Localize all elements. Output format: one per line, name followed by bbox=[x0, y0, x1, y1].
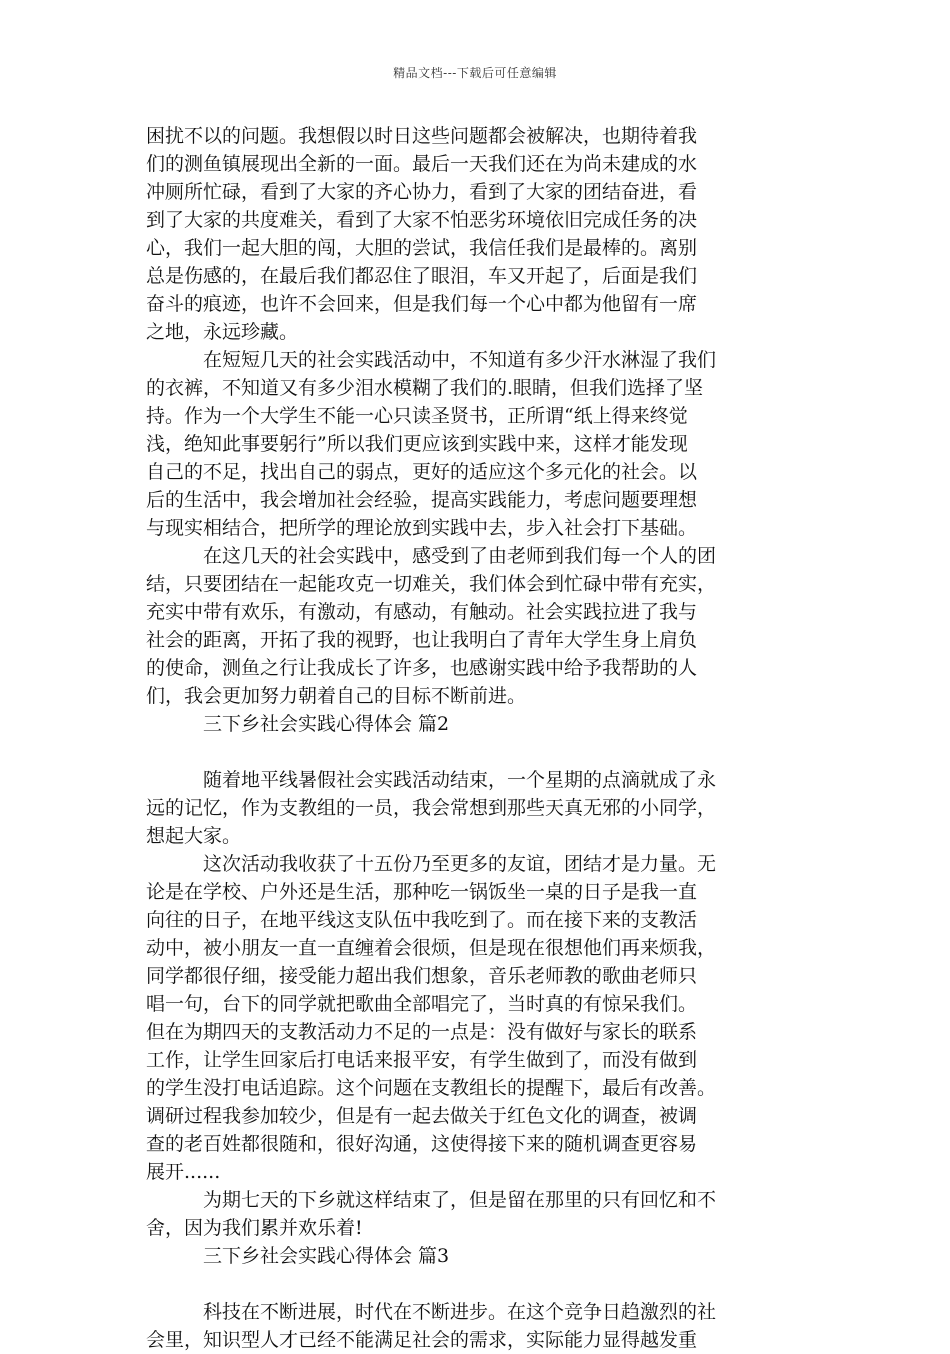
text-line: 社会的距离，开拓了我的视野，也让我明白了青年大学生身上肩负 bbox=[146, 629, 698, 651]
text-line: 向往的日子，在地平线这支队伍中我吃到了。而在接下来的支教活 bbox=[146, 909, 698, 931]
text-line: 展开...... bbox=[146, 1161, 221, 1183]
text-line: 舍，因为我们累并欢乐着! bbox=[146, 1217, 363, 1239]
text-line: 这次活动我收获了十五份乃至更多的友谊，团结才是力量。无 bbox=[203, 853, 717, 875]
text-line: 调研过程我参加较少，但是有一起去做关于红色文化的调查，被调 bbox=[146, 1105, 698, 1127]
text-line: 但在为期四天的支教活动力不足的一点是：没有做好与家长的联系 bbox=[146, 1021, 698, 1043]
text-line: 浅，绝知此事要躬行”所以我们更应该到实践中来，这样才能发现 bbox=[146, 433, 688, 455]
text-line: 远的记忆，作为支教组的一员，我会常想到那些天真无邪的小同学， bbox=[146, 797, 717, 819]
page-header: 精品文档---下载后可任意编辑 bbox=[393, 66, 557, 80]
text-line: 动中，被小朋友一直一直缠着会很烦，但是现在很想他们再来烦我， bbox=[146, 937, 717, 959]
text-line: 自己的不足，找出自己的弱点，更好的适应这个多元化的社会。以 bbox=[146, 461, 698, 483]
text-line: 结，只要团结在一起能攻克一切难关，我们体会到忙碌中带有充实， bbox=[146, 573, 717, 595]
text-line: 持。作为一个大学生不能一心只读圣贤书，正所谓“纸上得来终觉 bbox=[146, 405, 688, 427]
text-line: 奋斗的痕迹，也许不会回来，但是我们每一个心中都为他留有一席 bbox=[146, 293, 698, 315]
text-line: 科技在不断进展，时代在不断进步。在这个竞争日趋激烈的社 bbox=[203, 1301, 717, 1323]
blank-line bbox=[146, 738, 808, 766]
document-body bbox=[146, 122, 808, 1354]
text-line: 唱一句，台下的同学就把歌曲全部唱完了，当时真的有惊呆我们。 bbox=[146, 993, 698, 1015]
text-line: 充实中带有欢乐，有激动，有感动，有触动。社会实践拉进了我与 bbox=[146, 601, 698, 623]
section-heading: 三下乡社会实践心得体会 篇3 bbox=[203, 1245, 450, 1267]
text-line: 在短短几天的社会实践活动中，不知道有多少汗水淋湿了我们 bbox=[203, 349, 717, 371]
text-line: 查的老百姓都很随和，很好沟通，这使得接下来的随机调查更容易 bbox=[146, 1133, 698, 1155]
text-line: 会里，知识型人才已经不能满足社会的需求，实际能力显得越发重 bbox=[146, 1329, 698, 1351]
text-line: 工作，让学生回家后打电话来报平安，有学生做到了，而没有做到 bbox=[146, 1049, 698, 1071]
text-line: 困扰不以的问题。我想假以时日这些问题都会被解决，也期待着我 bbox=[146, 125, 698, 147]
text-line: 想起大家。 bbox=[146, 825, 242, 847]
section-heading: 三下乡社会实践心得体会 篇2 bbox=[203, 713, 450, 735]
text-line: 在这几天的社会实践中，感受到了由老师到我们每一个人的团 bbox=[203, 545, 717, 567]
blank-line bbox=[146, 1270, 808, 1298]
text-line: 与现实相结合，把所学的理论放到实践中去，步入社会打下基础。 bbox=[146, 517, 698, 539]
text-line: 后的生活中，我会增加社会经验，提高实践能力，考虑问题要理想 bbox=[146, 489, 698, 511]
text-line: 们的测鱼镇展现出全新的一面。最后一天我们还在为尚未建成的水 bbox=[146, 153, 698, 175]
text-line: 的使命，测鱼之行让我成长了许多，也感谢实践中给予我帮助的人 bbox=[146, 657, 698, 679]
text-line: 随着地平线暑假社会实践活动结束，一个星期的点滴就成了永 bbox=[203, 769, 717, 791]
text-line: 冲厕所忙碌，看到了大家的齐心协力，看到了大家的团结奋进，看 bbox=[146, 181, 698, 203]
text-line: 到了大家的共度难关，看到了大家不怕恶劣环境依旧完成任务的决 bbox=[146, 209, 698, 231]
text-line: 的衣裤，不知道又有多少泪水模糊了我们的.眼睛，但我们选择了坚 bbox=[146, 377, 704, 399]
text-line: 同学都很仔细，接受能力超出我们想象，音乐老师教的歌曲老师只 bbox=[146, 965, 698, 987]
text-line: 的学生没打电话追踪。这个问题在支教组长的提醒下，最后有改善。 bbox=[146, 1077, 717, 1099]
text-line: 之地，永远珍藏。 bbox=[146, 321, 299, 343]
text-line: 论是在学校、户外还是生活，那种吃一锅饭坐一桌的日子是我一直 bbox=[146, 881, 698, 903]
text-line: 们，我会更加努力朝着自己的目标不断前进。 bbox=[146, 685, 527, 707]
text-line: 总是伤感的，在最后我们都忍住了眼泪，车又开起了，后面是我们 bbox=[146, 265, 698, 287]
text-line: 心，我们一起大胆的闯，大胆的尝试，我信任我们是最棒的。离别 bbox=[146, 237, 698, 259]
text-line: 为期七天的下乡就这样结束了，但是留在那里的只有回忆和不 bbox=[203, 1189, 717, 1211]
